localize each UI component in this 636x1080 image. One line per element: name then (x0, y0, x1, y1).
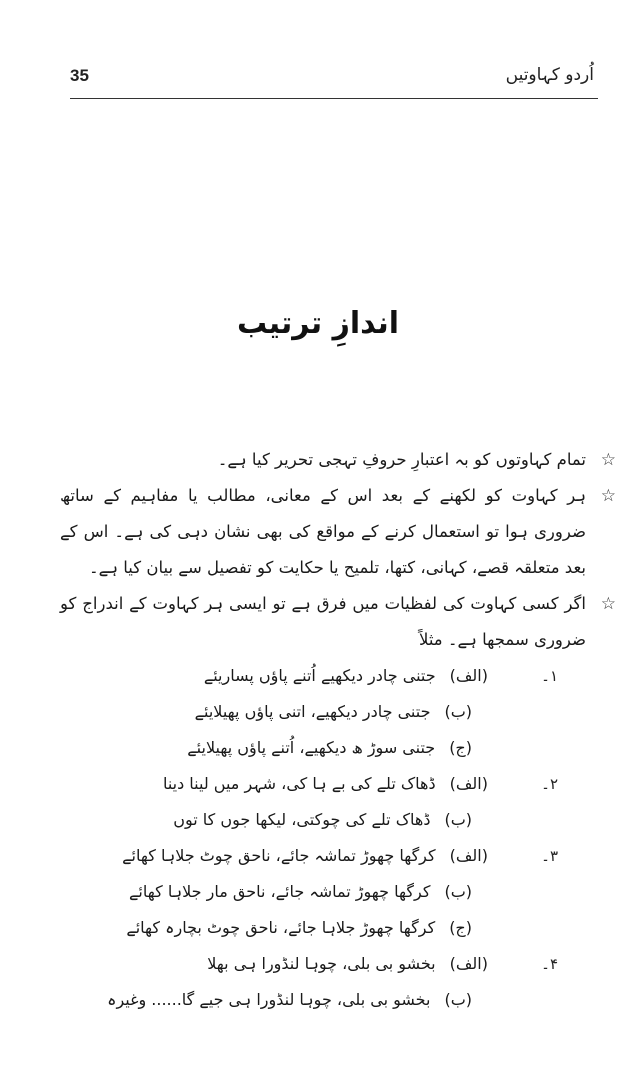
bullet-paragraph (60, 442, 620, 478)
variant-label: (ب) (444, 882, 472, 901)
bullet-text: تمام کہاوتوں کو بہ اعتبارِ حروفِ تہجی تحریر کیا ہے۔ (217, 450, 586, 469)
example-variant (60, 838, 558, 874)
variant-text: کرگھا چھوڑ جلاہا جائے، ناحق چوٹ بچارہ کھائے (126, 918, 436, 937)
variant-text: جتنی سوڑ ھ دیکھیے، اُتنے پاؤں پھیلایئے (187, 738, 436, 757)
running-title: اُردو کہاوتیں (505, 65, 594, 85)
variant-text: ڈھاک تلے کی بے ہا کی، شہر میں لینا دینا (162, 774, 436, 793)
star-icon: ☆ (600, 450, 616, 470)
variant-label: (ج) (449, 738, 472, 757)
variant-label: (الف) (449, 954, 488, 973)
variant-text: کرگھا چھوڑ تماشہ جائے، ناحق مار جلاہا کھائے (129, 882, 431, 901)
example-number: ۳۔ (541, 847, 558, 865)
variant-label: (ب) (444, 990, 472, 1009)
page-header (70, 62, 598, 99)
example-variant (60, 766, 558, 802)
variant-label: (ب) (444, 702, 472, 721)
star-icon: ☆ (600, 486, 616, 506)
example-group (60, 838, 620, 946)
example-variant (60, 694, 558, 730)
example-variant (60, 658, 558, 694)
variant-text: جتنی چادر دیکھیے، اتنی پاؤں پھیلایئے (194, 702, 431, 721)
example-number: ۴۔ (541, 955, 558, 973)
example-group (60, 766, 620, 838)
variant-text: بخشو بی بلی، چوہا لنڈورا ہی جیے گا...... وغیرہ (107, 990, 431, 1009)
example-variant (60, 982, 558, 1018)
variant-label: (ب) (444, 810, 472, 829)
example-variant (60, 946, 558, 982)
bullet-paragraph (60, 586, 620, 658)
variant-text: کرگھا چھوڑ تماشہ جائے، ناحق چوٹ جلاہا کھائے (122, 846, 436, 865)
variant-text: بخشو بی بلی، چوہا لنڈورا ہی بھلا (207, 954, 436, 973)
example-group (60, 658, 620, 766)
chapter-title: اندازِ ترتیب (236, 306, 400, 341)
example-variant (60, 874, 558, 910)
variant-text: جتنی چادر دیکھیے اُتنے پاؤں پساریئے (203, 666, 436, 685)
example-variant (60, 802, 558, 838)
variant-text: ڈھاک تلے کی چوکتی، لیکھا جوں کا توں (173, 810, 431, 829)
variant-label: (الف) (449, 846, 488, 865)
content (60, 442, 620, 1018)
page-number: 35 (70, 66, 89, 85)
bullet-paragraph (60, 478, 620, 586)
example-variant (60, 910, 558, 946)
example-number: ۱۔ (541, 667, 558, 685)
bullet-text: ہر کہاوت کو لکھنے کے بعد اس کے معانی، مطالب یا مفاہیم کے ساتھ ضروری ہوا تو استعمال کرنے کے مواقع کی بھی نشان دہی کی ہے۔ اس کے بعد متعلقہ قصے، کہانی، کتھا، تلمیح یا حکایت کو تفصیل سے بیان کیا ہے۔ (60, 486, 586, 577)
example-variant (60, 730, 558, 766)
variant-label: (الف) (449, 774, 488, 793)
example-number: ۲۔ (541, 775, 558, 793)
example-group (60, 946, 620, 1018)
bullet-text: اگر کسی کہاوت کی لفظیات میں فرق ہے تو ایسی ہر کہاوت کے اندراج کو ضروری سمجھا ہے۔ مثلاً (60, 594, 586, 649)
star-icon: ☆ (600, 594, 616, 614)
variant-label: (ج) (449, 918, 472, 937)
variant-label: (الف) (449, 666, 488, 685)
